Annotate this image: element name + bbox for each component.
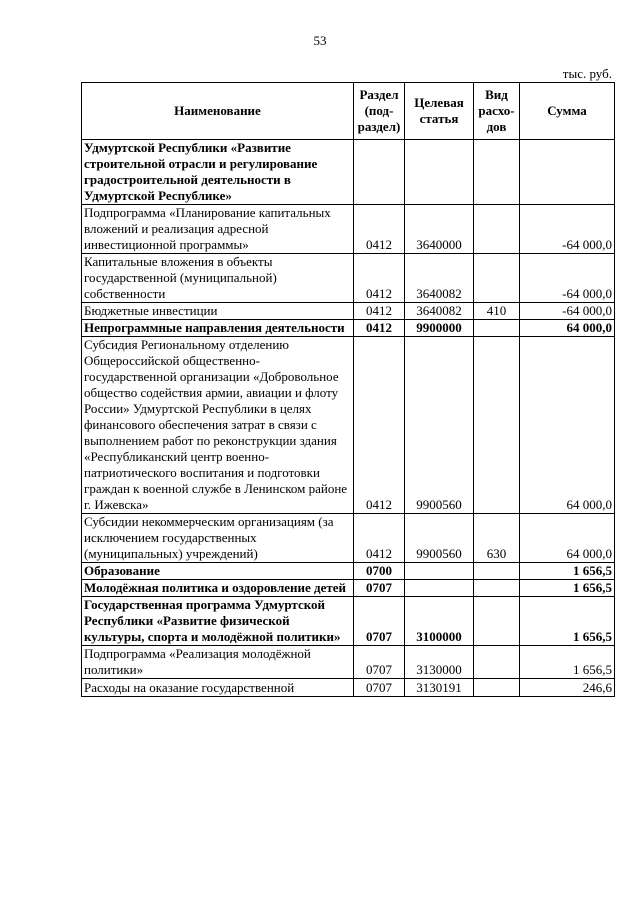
row-kind [474,580,520,597]
row-kind [474,140,520,205]
row-section: 0700 [354,563,405,580]
row-target: 3130191 [405,679,474,697]
table-row [82,320,615,337]
header-target: Целевая статья [405,83,474,140]
row-section: 0412 [354,205,405,254]
row-section: 0707 [354,580,405,597]
row-section: 0707 [354,597,405,646]
row-kind: 410 [474,303,520,320]
units-label: тыс. руб. [562,66,612,81]
table-row [82,646,615,679]
row-kind [474,254,520,303]
row-name: Удмуртской Республики «Развитие строительной отрасли и регулирование градостроительной деятельности в Удмуртской Республике» [82,140,354,205]
row-target: 9900560 [405,514,474,563]
row-section: 0707 [354,679,405,697]
row-target [405,563,474,580]
row-target: 3130000 [405,646,474,679]
row-section: 0412 [354,514,405,563]
row-name: Расходы на оказание государственной [82,679,354,697]
row-name: Молодёжная политика и оздоровление детей [82,580,354,597]
row-kind: 630 [474,514,520,563]
row-kind [474,646,520,679]
row-target [405,580,474,597]
row-kind [474,679,520,697]
row-sum: 64 000,0 [520,320,615,337]
table-row [82,514,615,563]
header-sum: Сумма [520,83,615,140]
header-name: Наименование [82,83,354,140]
row-sum: 1 656,5 [520,580,615,597]
row-name: Государственная программа Удмуртской Республики «Развитие физической культуры, спорта и молодёжной политики» [82,597,354,646]
row-sum: -64 000,0 [520,303,615,320]
row-sum: 64 000,0 [520,514,615,563]
table-row [82,337,615,514]
row-section: 0412 [354,337,405,514]
row-section: 0412 [354,320,405,337]
table-row [82,563,615,580]
row-kind [474,337,520,514]
row-target: 3640000 [405,205,474,254]
row-sum [520,140,615,205]
table-row [82,303,615,320]
row-kind [474,320,520,337]
row-section [354,140,405,205]
table-row [82,140,615,205]
row-name: Бюджетные инвестиции [82,303,354,320]
row-sum: -64 000,0 [520,254,615,303]
row-kind [474,597,520,646]
budget-table [81,82,615,697]
row-sum: 1 656,5 [520,597,615,646]
row-target: 3640082 [405,254,474,303]
row-target: 9900000 [405,320,474,337]
row-target [405,140,474,205]
table-row [82,254,615,303]
table-row [82,205,615,254]
table-row [82,580,615,597]
table-row [82,597,615,646]
row-name: Непрограммные направления деятельности [82,320,354,337]
row-name: Субсидия Региональному отделению Общероссийской общественно-государственной организации «Добровольное общество содействия армии, авиации и флоту России» Удмуртской Республики в целях финансового обеспечения затрат в связи с выполнением работ по реконструкции здания «Республиканский центр военно-патриотического воспитания и подготовки граждан к военной службе в Ленинском районе г. Ижевска» [82,337,354,514]
row-name: Образование [82,563,354,580]
table-row [82,679,615,697]
row-sum: 64 000,0 [520,337,615,514]
row-kind [474,205,520,254]
row-target: 9900560 [405,337,474,514]
row-name: Подпрограмма «Планирование капитальных вложений и реализация адресной инвестиционной программы» [82,205,354,254]
row-sum: 246,6 [520,679,615,697]
table-header-row [82,83,615,140]
page-number: 53 [313,33,327,48]
header-kind: Вид расхо-дов [474,83,520,140]
header-section: Раздел (под-раздел) [354,83,405,140]
row-sum: 1 656,5 [520,646,615,679]
row-section: 0707 [354,646,405,679]
row-name: Субсидии некоммерческим организациям (за исключением государственных (муниципальных) учреждений) [82,514,354,563]
row-section: 0412 [354,254,405,303]
row-kind [474,563,520,580]
row-sum: 1 656,5 [520,563,615,580]
row-target: 3100000 [405,597,474,646]
row-name: Подпрограмма «Реализация молодёжной политики» [82,646,354,679]
row-name: Капитальные вложения в объекты государственной (муниципальной) собственности [82,254,354,303]
row-target: 3640082 [405,303,474,320]
row-sum: -64 000,0 [520,205,615,254]
row-section: 0412 [354,303,405,320]
